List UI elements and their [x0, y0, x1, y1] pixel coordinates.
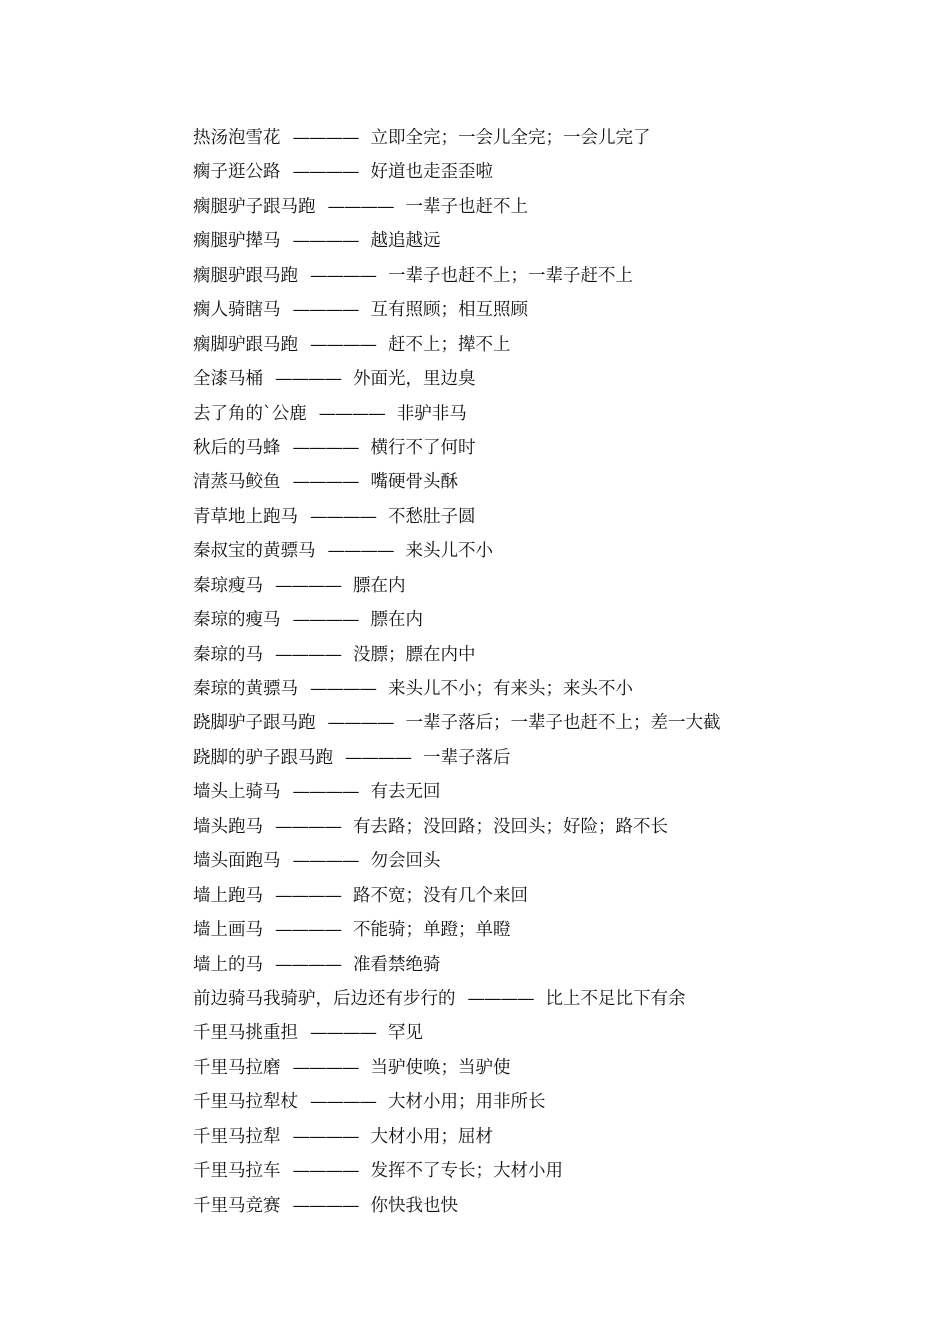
entry-dash: ———— [275, 644, 341, 665]
entry-answer: 勿会回头 [370, 851, 441, 872]
entry-phrase: 全漆马桶 [193, 369, 263, 390]
entry-dash: ———— [327, 541, 394, 562]
list-item [193, 190, 721, 224]
entry-dash: ———— [275, 816, 341, 837]
entry-answer: 罕见 [388, 1023, 423, 1044]
entry-answer: 当驴使唤；当驴使 [370, 1057, 511, 1078]
entry-phrase: 秦叔宝的黄骠马 [193, 541, 316, 562]
entry-answer: 嘴硬骨头酥 [370, 472, 458, 493]
entry-phrase: 墙上的马 [193, 954, 263, 975]
entry-answer: 一辈子落后；一辈子也赶不上；差一大截 [405, 713, 721, 734]
entry-answer: 一辈子也赶不上；一辈子赶不上 [388, 265, 633, 286]
list-item [193, 775, 721, 809]
entry-dash: ———— [292, 1057, 359, 1078]
entry-dash: ———— [310, 679, 376, 699]
entry-answer: 来头儿不小 [405, 541, 493, 562]
entry-phrase: 墙上画马 [193, 920, 263, 941]
entry-phrase: 千里马拉犁 [193, 1126, 281, 1147]
list-item [193, 672, 721, 706]
list-item [193, 638, 721, 672]
entry-dash: ———— [275, 369, 341, 390]
list-item [193, 1085, 721, 1119]
entry-phrase: 跷脚驴子跟马跑 [193, 713, 316, 734]
list-item [193, 259, 721, 293]
entry-phrase: 秦琼的瘦马 [193, 610, 281, 631]
list-item [193, 500, 721, 534]
entry-answer: 没膘；膘在内中 [353, 644, 476, 665]
entry-answer: 来头儿不小；有来头；来头不小 [388, 679, 633, 699]
entry-list [193, 121, 721, 1223]
entry-phrase: 跷脚的驴子跟马跑 [193, 747, 333, 768]
entry-answer: 好道也走歪歪啦 [370, 162, 493, 183]
entry-answer: 比上不足比下有余 [545, 988, 686, 1009]
list-item [193, 224, 721, 258]
list-item [193, 1154, 721, 1188]
entry-phrase: 墙头面跑马 [193, 851, 281, 872]
entry-dash: ———— [292, 1161, 359, 1182]
entry-answer: 越追越远 [370, 231, 441, 252]
entry-phrase: 瘸腿驴子跟马跑 [193, 196, 316, 217]
entry-answer: 横行不了何时 [370, 437, 476, 458]
list-item [193, 1051, 721, 1085]
entry-phrase: 秦琼的马 [193, 644, 263, 665]
entry-answer: 大材小用；用非所长 [388, 1092, 546, 1113]
entry-phrase: 秦琼的黄骠马 [193, 679, 298, 699]
entry-phrase: 瘸人骑瞎马 [193, 300, 281, 321]
list-item [193, 741, 721, 775]
entry-phrase: 清蒸马鲛鱼 [193, 472, 281, 493]
entry-phrase: 秦琼瘦马 [193, 575, 263, 596]
entry-dash: ———— [318, 403, 385, 424]
entry-phrase: 千里马拉车 [193, 1161, 281, 1182]
list-item [193, 293, 721, 327]
entry-dash: ———— [310, 265, 376, 286]
entry-dash: ———— [275, 920, 341, 941]
entry-answer: 不能骑；单蹬；单瞪 [353, 920, 511, 941]
entry-phrase: 墙头跑马 [193, 816, 263, 837]
entry-phrase: 千里马竞赛 [193, 1195, 281, 1216]
entry-answer: 有去路；没回路；没回头；好险；路不长 [353, 816, 668, 837]
entry-answer: 互有照顾；相互照顾 [370, 300, 528, 321]
list-item [193, 121, 721, 155]
entry-dash: ———— [310, 506, 376, 527]
entry-answer: 大材小用；屈材 [370, 1126, 493, 1147]
entry-answer: 路不宽；没有几个来回 [353, 885, 528, 906]
entry-answer: 外面光，里边臭 [353, 369, 476, 390]
list-item [193, 569, 721, 603]
list-item [193, 948, 721, 982]
list-item [193, 879, 721, 913]
entry-answer: 不愁肚子圆 [388, 506, 476, 527]
entry-dash: ———— [275, 954, 341, 975]
entry-phrase: 去了角的`公鹿 [193, 403, 307, 424]
entry-dash: ———— [292, 472, 359, 493]
entry-dash: ———— [292, 1126, 359, 1147]
entry-answer: 膘在内 [353, 575, 406, 596]
list-item [193, 1189, 721, 1223]
entry-phrase: 千里马拉磨 [193, 1057, 281, 1078]
list-item [193, 982, 721, 1016]
entry-phrase: 秋后的马蜂 [193, 437, 281, 458]
entry-answer: 一辈子落后 [423, 747, 511, 768]
entry-phrase: 瘸腿驴撵马 [193, 231, 281, 252]
entry-phrase: 墙上跑马 [193, 885, 263, 906]
list-item [193, 465, 721, 499]
entry-phrase: 千里马拉犁杖 [193, 1092, 298, 1113]
list-item [193, 362, 721, 396]
entry-answer: 你快我也快 [370, 1195, 458, 1216]
entry-phrase: 瘸脚驴跟马跑 [193, 334, 298, 355]
list-item [193, 1120, 721, 1154]
entry-dash: ———— [292, 851, 359, 872]
entry-dash: ———— [292, 162, 359, 183]
list-item [193, 603, 721, 637]
entry-phrase: 前边骑马我骑驴，后边还有步行的 [193, 988, 456, 1009]
entry-dash: ———— [292, 231, 359, 252]
entry-answer: 一辈子也赶不上 [405, 196, 528, 217]
entry-answer: 发挥不了专长；大材小用 [370, 1161, 563, 1182]
entry-phrase: 瘸子逛公路 [193, 162, 281, 183]
entry-dash: ———— [292, 782, 359, 803]
entry-answer: 准看禁绝骑 [353, 954, 441, 975]
list-item [193, 913, 721, 947]
entry-dash: ———— [292, 437, 359, 458]
entry-phrase: 青草地上跑马 [193, 506, 298, 527]
entry-answer: 非驴非马 [396, 403, 467, 424]
list-item [193, 844, 721, 878]
entry-dash: ———— [310, 1092, 376, 1113]
list-item [193, 431, 721, 465]
entry-dash: ———— [292, 128, 359, 148]
entry-phrase: 墙头上骑马 [193, 782, 281, 803]
entry-dash: ———— [327, 196, 394, 217]
entry-answer: 膘在内 [370, 610, 423, 631]
list-item [193, 534, 721, 568]
entry-phrase: 热汤泡雪花 [193, 128, 281, 148]
entry-dash: ———— [310, 334, 376, 355]
entry-dash: ———— [292, 300, 359, 321]
list-item [193, 706, 721, 740]
entry-dash: ———— [467, 988, 534, 1009]
list-item [193, 155, 721, 189]
entry-dash: ———— [275, 575, 341, 596]
entry-dash: ———— [345, 747, 411, 768]
list-item [193, 397, 721, 431]
entry-dash: ———— [275, 885, 341, 906]
entry-phrase: 千里马挑重担 [193, 1023, 298, 1044]
entry-dash: ———— [292, 1195, 359, 1216]
list-item [193, 328, 721, 362]
list-item [193, 1016, 721, 1050]
entry-phrase: 瘸腿驴跟马跑 [193, 265, 298, 286]
entry-answer: 赶不上；撵不上 [388, 334, 511, 355]
list-item [193, 810, 721, 844]
entry-dash: ———— [292, 610, 359, 631]
entry-answer: 立即全完；一会儿全完；一会儿完了 [370, 128, 651, 148]
entry-dash: ———— [327, 713, 394, 734]
entry-answer: 有去无回 [370, 782, 441, 803]
entry-dash: ———— [310, 1023, 376, 1044]
